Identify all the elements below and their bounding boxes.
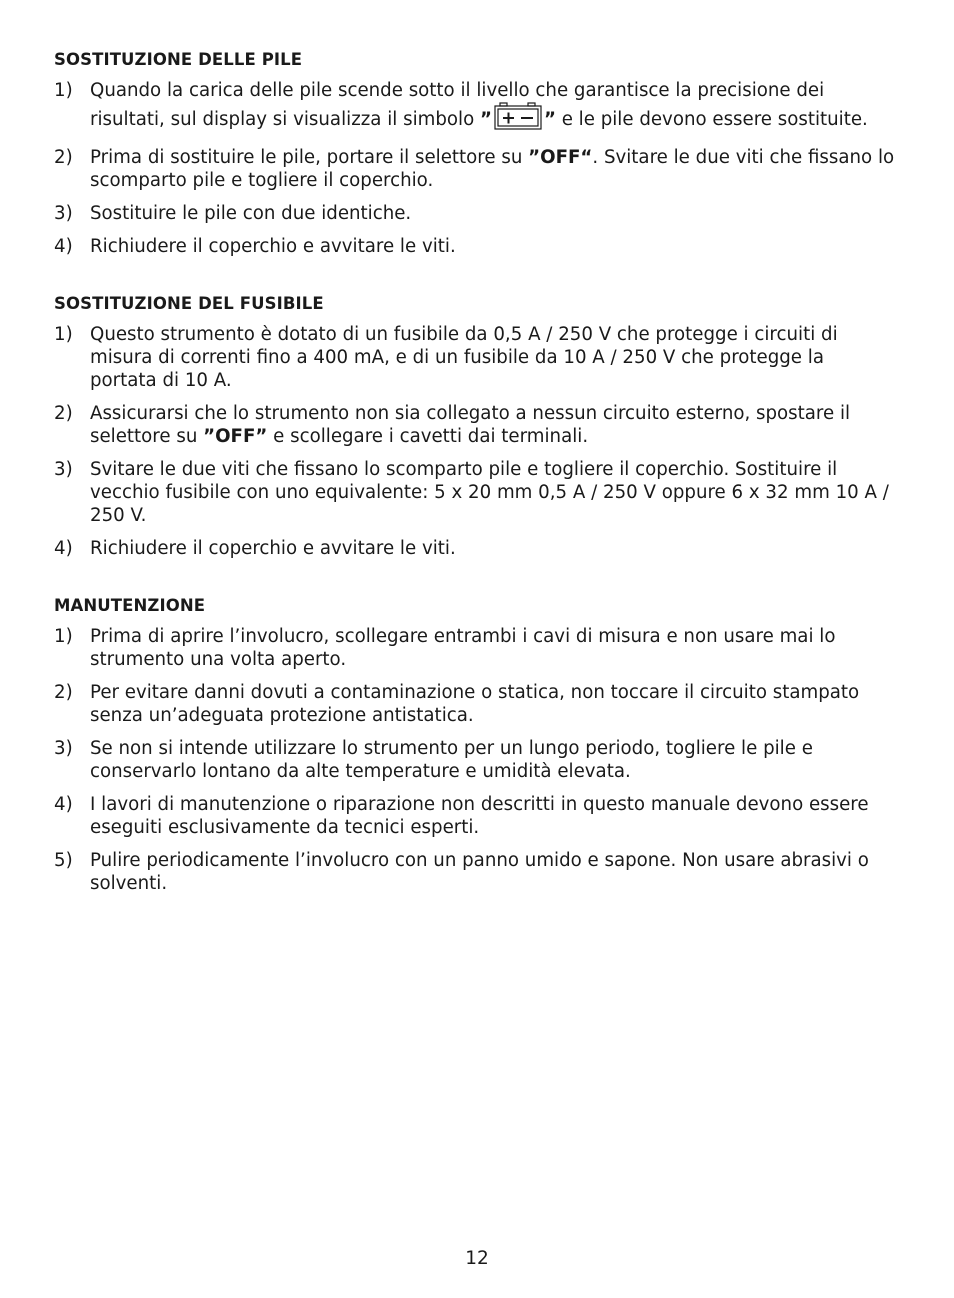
item-number: 3) xyxy=(54,459,73,480)
item-text: Sostituire le pile con due identiche. xyxy=(90,203,412,224)
quote-mark: ” xyxy=(543,109,556,130)
off-label: ”OFF” xyxy=(203,426,268,447)
section-title: SOSTITUZIONE DEL FUSIBILE xyxy=(54,294,324,313)
item-text: Richiudere il coperchio e avvitare le viti. xyxy=(90,236,456,257)
item-number: 4) xyxy=(54,236,73,257)
item-text: Questo strumento è dotato di un fusibile da 0,5 A / 250 V che protegge i circuiti di misura di correnti fino a 400 mA, e di un fusibile da 10 A / 250 V che protegge la portata di 10 A. xyxy=(90,324,838,391)
list-item xyxy=(54,681,896,727)
item-text-part: Quando la carica delle pile scende sotto il livello che garantisce la precisione dei risultati, sul display si visualizza il simbolo xyxy=(90,80,825,130)
item-number: 1) xyxy=(54,80,73,101)
item-number: 2) xyxy=(54,403,73,424)
list-item xyxy=(54,625,896,671)
page-number: 12 xyxy=(465,1248,489,1269)
item-text-part: e scollegare i cavetti dai terminali. xyxy=(267,426,589,447)
list-item xyxy=(54,537,896,560)
list-item xyxy=(54,737,896,783)
quote-mark: ” xyxy=(479,109,492,130)
item-text: Svitare le due viti che fissano lo scomparto pile e togliere il coperchio. Sostituire il vecchio fusibile con uno equivalente: 5 x 20 mm 0,5 A / 250 V oppure 6 x 32 mm 10 A / 250 V. xyxy=(90,459,889,526)
list-item xyxy=(54,402,896,448)
list-item xyxy=(54,79,896,136)
list-item xyxy=(54,323,896,392)
item-text: Se non si intende utilizzare lo strumento per un lungo periodo, togliere le pile e conservarlo lontano da alte temperature e umidità elevata. xyxy=(90,738,813,782)
item-number: 2) xyxy=(54,147,73,168)
list-item xyxy=(54,146,896,192)
item-text: Prima di aprire l’involucro, scollegare entrambi i cavi di misura e non usare mai lo strumento una volta aperto. xyxy=(90,626,836,670)
item-text xyxy=(90,79,896,136)
item-text-part: Assicurarsi che lo strumento non sia collegato a nessun circuito esterno, spostare il selettore su xyxy=(90,403,851,447)
item-text: Pulire periodicamente l’involucro con un panno umido e sapone. Non usare abrasivi o solventi. xyxy=(90,850,869,894)
list-item xyxy=(54,849,896,895)
section-battery-replacement xyxy=(54,48,896,258)
item-text xyxy=(90,146,896,192)
list-item xyxy=(54,235,896,258)
off-label: ”OFF“ xyxy=(528,147,593,168)
item-number: 4) xyxy=(54,794,73,815)
item-text: I lavori di manutenzione o riparazione non descritti in questo manuale devono essere eseguiti esclusivamente da tecnici esperti. xyxy=(90,794,869,838)
item-text-part: Prima di sostituire le pile, portare il selettore su xyxy=(90,147,529,168)
item-number: 2) xyxy=(54,682,73,703)
manual-page xyxy=(54,48,896,929)
section-title: SOSTITUZIONE DELLE PILE xyxy=(54,50,303,69)
list-item xyxy=(54,202,896,225)
list-item xyxy=(54,793,896,839)
item-number: 5) xyxy=(54,850,73,871)
section-title: MANUTENZIONE xyxy=(54,596,206,615)
list-item xyxy=(54,458,896,527)
item-number: 1) xyxy=(54,324,73,345)
item-text-part: e le pile devono essere sostituite. xyxy=(555,109,868,130)
item-number: 1) xyxy=(54,626,73,647)
item-text xyxy=(90,402,896,448)
item-number: 3) xyxy=(54,738,73,759)
section-maintenance xyxy=(54,594,896,895)
section-fuse-replacement xyxy=(54,292,896,560)
item-number: 4) xyxy=(54,538,73,559)
item-text-part: . Svitare le due viti che fissano lo scomparto pile e togliere il coperchio. xyxy=(90,147,895,191)
item-number: 3) xyxy=(54,203,73,224)
battery-icon xyxy=(494,102,542,136)
item-text: Richiudere il coperchio e avvitare le viti. xyxy=(90,538,456,559)
item-text: Per evitare danni dovuti a contaminazione o statica, non toccare il circuito stampato senza un’adeguata protezione antistatica. xyxy=(90,682,860,726)
